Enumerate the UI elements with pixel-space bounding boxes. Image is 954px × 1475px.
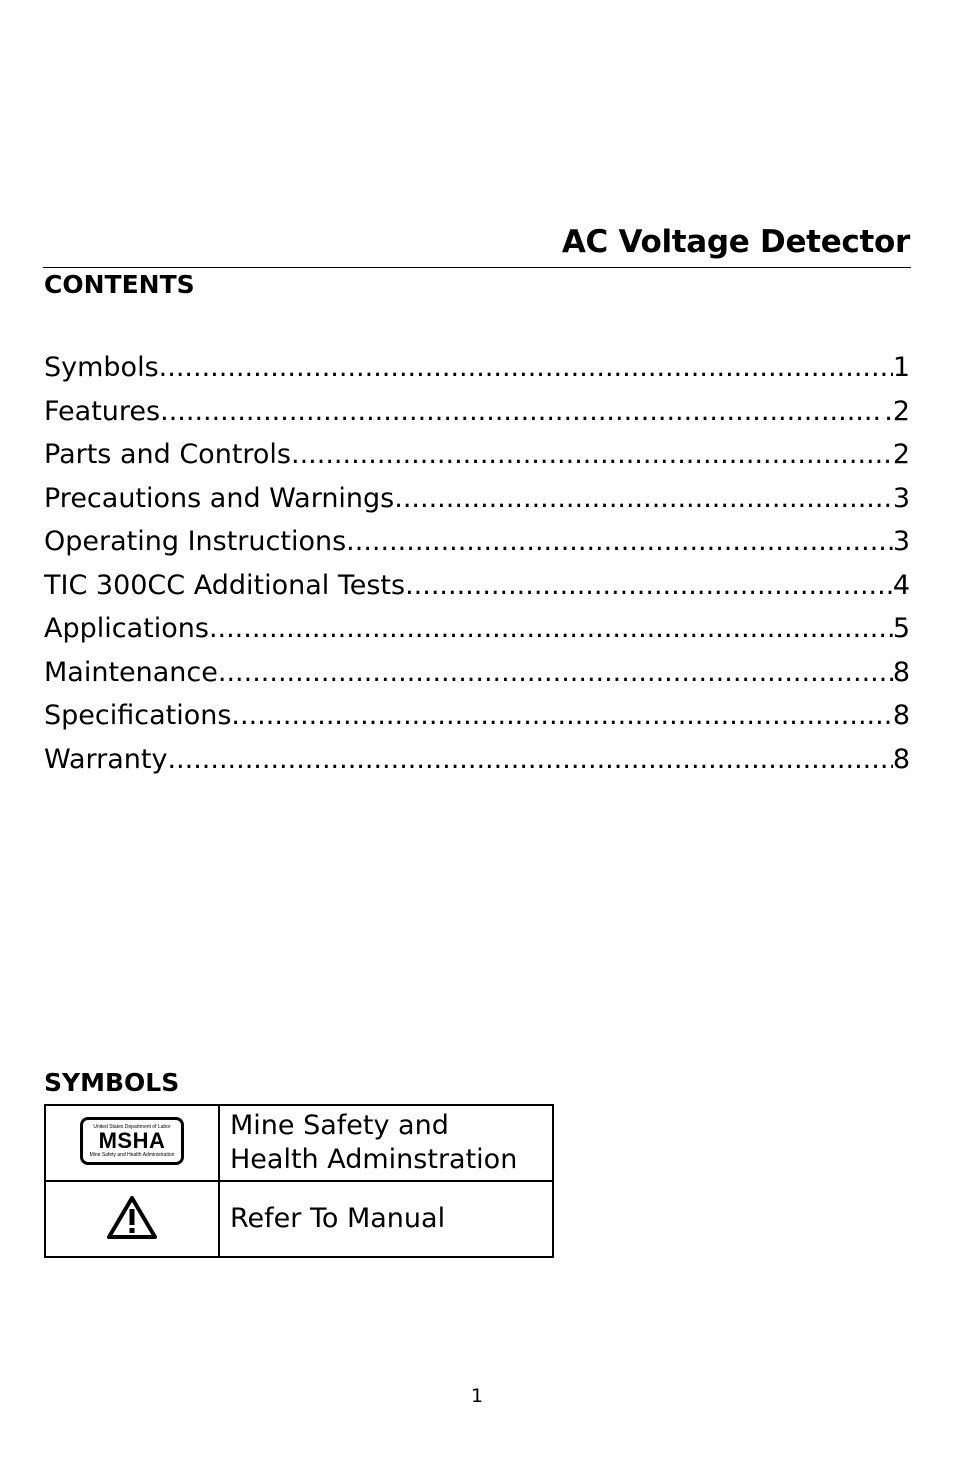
toc-entry-page: 8	[892, 743, 910, 775]
toc-entry-page: 5	[892, 613, 910, 644]
symbol-description-line: Refer To Manual	[230, 1203, 446, 1234]
toc-entry-page: 1	[892, 352, 910, 383]
toc-entry-label: Maintenance	[44, 656, 218, 688]
toc-entry-page: 3	[892, 526, 910, 557]
toc-leader-dots	[394, 483, 893, 514]
toc-leader-dots	[167, 744, 892, 775]
toc-leader-dots	[231, 700, 892, 731]
toc-entry-label: Applications	[44, 613, 209, 644]
symbols-row	[45, 1181, 553, 1257]
toc-entry	[44, 396, 910, 440]
msha-logo-icon	[80, 1117, 184, 1165]
symbol-description-cell	[219, 1105, 553, 1181]
toc-entry-label: Warranty	[44, 743, 168, 775]
toc-entry-label: Specifications	[44, 700, 232, 731]
title-divider	[43, 267, 911, 268]
toc-entry-page: 2	[892, 439, 910, 470]
table-of-contents	[44, 352, 910, 787]
toc-entry-label: Parts and Controls	[44, 439, 291, 470]
symbols-row	[45, 1105, 553, 1181]
warning-triangle-icon	[106, 1194, 158, 1240]
toc-entry-label: Symbols	[44, 352, 159, 383]
toc-leader-dots	[159, 352, 893, 383]
symbol-description-line: Mine Safety and	[230, 1110, 449, 1141]
toc-leader-dots	[160, 396, 884, 427]
toc-entry	[44, 352, 910, 396]
toc-leader-dots	[218, 657, 893, 688]
symbols-table	[44, 1104, 554, 1258]
toc-entry	[44, 613, 910, 657]
toc-entry-page: .2	[884, 395, 910, 427]
symbol-description-line: Health Adminstration	[230, 1144, 518, 1175]
msha-logo-bottom-text: Mine Safety and Health Administration	[89, 1152, 175, 1158]
toc-leader-dots	[209, 613, 893, 644]
toc-entry-label: TIC 300CC Additional Tests	[44, 569, 406, 601]
msha-logo-top-text: United States Department of Labor	[93, 1124, 171, 1130]
toc-entry-label: Operating Instructions	[44, 526, 347, 557]
toc-entry	[44, 570, 910, 614]
symbol-icon-cell	[45, 1105, 219, 1181]
toc-entry	[44, 744, 910, 788]
toc-entry-page: 3	[892, 482, 910, 514]
toc-entry-page: 4	[892, 569, 910, 601]
symbol-description-cell	[219, 1181, 553, 1257]
toc-leader-dots	[291, 439, 893, 470]
contents-heading: CONTENTS	[44, 270, 195, 299]
toc-entry	[44, 439, 910, 483]
symbols-heading: SYMBOLS	[44, 1068, 180, 1097]
document-title: AC Voltage Detector	[561, 224, 910, 260]
toc-entry-page: 8	[892, 656, 910, 688]
toc-leader-dots	[405, 570, 893, 601]
toc-entry	[44, 700, 910, 744]
toc-entry-page: 8	[892, 700, 910, 731]
toc-entry-label: Precautions and Warnings	[44, 482, 395, 514]
page-number: 1	[470, 1385, 484, 1407]
msha-logo-main-text: MSHA	[98, 1128, 166, 1153]
symbol-icon-cell	[45, 1181, 219, 1257]
toc-entry	[44, 657, 910, 701]
toc-leader-dots	[346, 526, 893, 557]
toc-entry-label: Features	[44, 395, 161, 427]
toc-entry	[44, 483, 910, 527]
toc-entry	[44, 526, 910, 570]
